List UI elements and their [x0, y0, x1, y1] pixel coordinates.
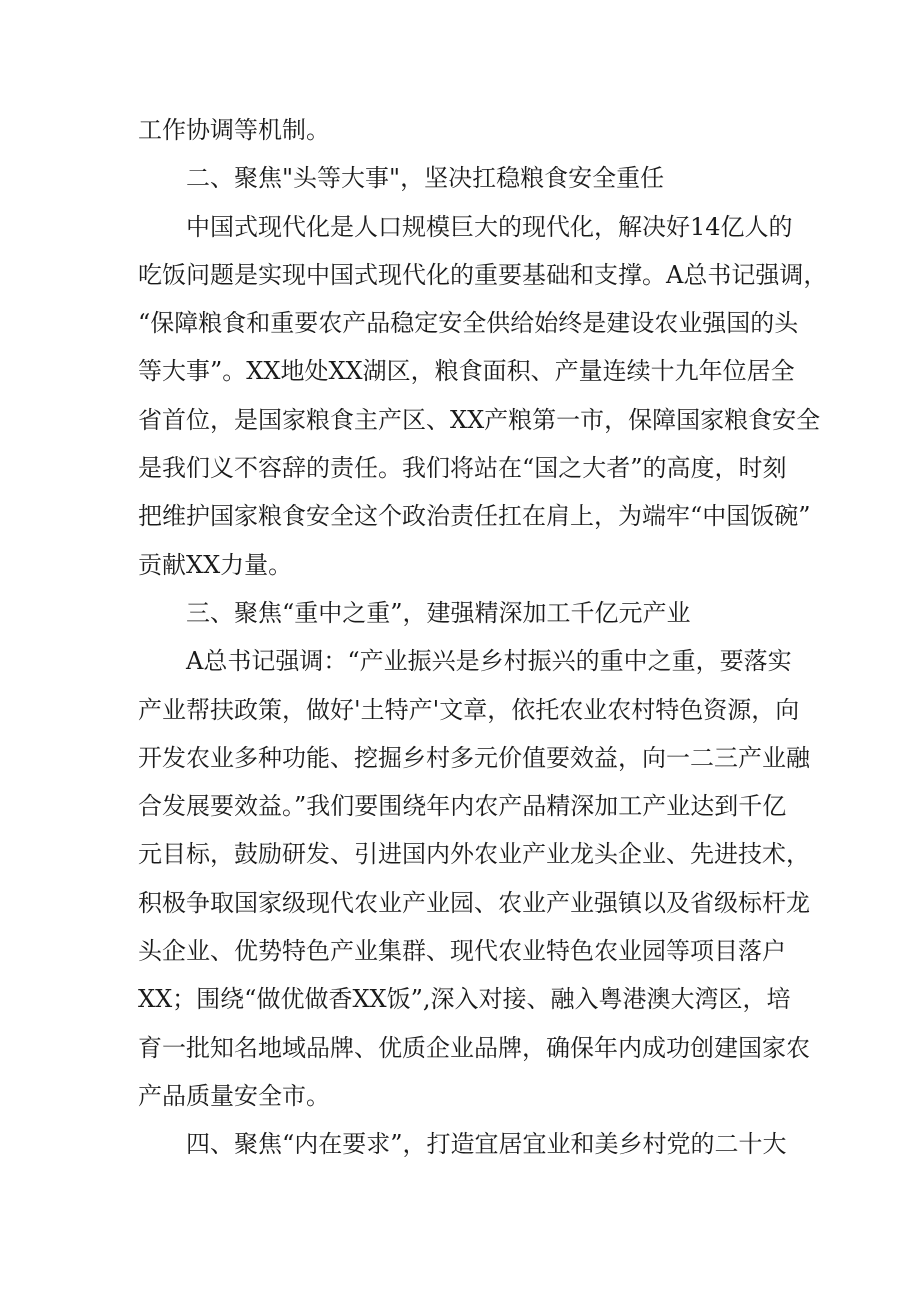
- text-line: 等大事”。XX地处XX湖区，粮食面积、产量连续十九年位居全: [138, 357, 795, 386]
- text-line: 工作协调等机制。: [138, 116, 330, 144]
- section-heading-3: 三、聚焦“重中之重”，建强精深加工千亿元产业: [186, 598, 691, 627]
- section-heading-2: 二、聚焦"头等大事"，坚决扛稳粮食安全重任: [186, 164, 665, 193]
- text-line: 是我们义不容辞的责任。我们将站在“国之大者”的高度，时刻: [138, 454, 787, 483]
- document-body: [138, 106, 828, 1169]
- text-line: 把维护国家粮食安全这个政治责任扛在肩上，为端牢“中国饭碗”: [138, 502, 811, 531]
- text-line: 头企业、优势特色产业集群、现代农业特色农业园等项目落户: [138, 937, 786, 966]
- text-line: XX；围绕“做优做香XX饭”,深入对接、融入粤港澳大湾区，培: [138, 985, 791, 1014]
- section-heading-4: 四、聚焦“内在要求”，打造宜居宜业和美乡村党的二十大: [186, 1130, 787, 1159]
- text-line: 合发展要效益。”我们要围绕年内农产品精深加工产业达到千亿: [138, 792, 787, 821]
- text-line: 产业帮扶政策，做好'土特产'文章，依托农业农村特色资源，向: [138, 695, 800, 724]
- text-line: 积极争取国家级现代农业产业园、农业产业强镇以及省级标杆龙: [138, 888, 810, 917]
- text-line: 育一批知名地域品牌、优质企业品牌，确保年内成功创建国家农: [138, 1033, 810, 1062]
- text-line: A总书记强调：“产业振兴是乡村振兴的重中之重，要落实: [186, 647, 792, 676]
- text-line: “保障粮食和重要农产品稳定安全供给始终是建设农业强国的头: [138, 309, 799, 338]
- text-line: 开发农业多种功能、挖掘乡村多元价值要效益，向一二三产业融: [138, 743, 810, 772]
- text-line: 中国式现代化是人口规模巨大的现代化，解决好14亿人的: [186, 212, 793, 241]
- text-line: 吃饭问题是实现中国式现代化的重要基础和支撑。A总书记强调，: [138, 260, 828, 289]
- text-line: 省首位，是国家粮食主产区、XX产粮第一市，保障国家粮食安全: [138, 405, 821, 434]
- text-line: 元目标，鼓励研发、引进国内外农业产业龙头企业、先进技术，: [138, 840, 810, 869]
- text-line: 贡献XX力量。: [138, 550, 293, 579]
- text-line: 产品质量安全市。: [138, 1081, 330, 1110]
